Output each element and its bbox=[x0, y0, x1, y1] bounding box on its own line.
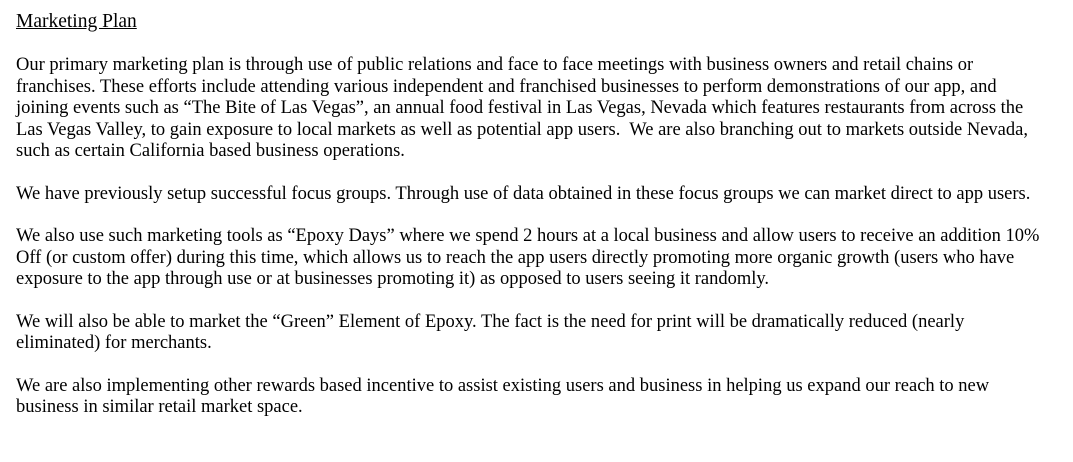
page-title: Marketing Plan bbox=[16, 11, 137, 32]
paragraph-epoxy-days: We also use such marketing tools as “Epoxy Days” where we spend 2 hours at a local business and allow users to receive an addition 10% Off (or custom offer) during this time, which allows us to reach the app users directly promoting more organic growth (users who have exposure to the app through use or at businesses promoting it) as opposed to users seeing it randomly. bbox=[16, 226, 1045, 289]
paragraph-focus-groups: We have previously setup successful focus groups. Through use of data obtained in these focus groups we can market direct to app users. bbox=[16, 183, 1031, 204]
paragraph-green-element: We will also be able to market the “Green” Element of Epoxy. The fact is the need for print will be dramatically reduced (nearly eliminated) for merchants. bbox=[16, 311, 969, 353]
paragraph-rewards-incentive: We are also implementing other rewards based incentive to assist existing users and business in helping us expand our reach to new business in similar retail market space. bbox=[16, 375, 994, 417]
paragraph-marketing-plan-overview: Our primary marketing plan is through use of public relations and face to face meetings with business owners and retail chains or franchises. These efforts include attending various independent and franchised businesses to perform demonstrations of our app, and joining events such as “The Bite of Las Vegas”, an annual food festival in Las Vegas, Nevada which features restaurants from across the Las Vegas Valley, to gain exposure to local markets as well as potential app users. We are also branching out to markets outside Nevada, such as certain California based business operations. bbox=[16, 55, 1033, 161]
